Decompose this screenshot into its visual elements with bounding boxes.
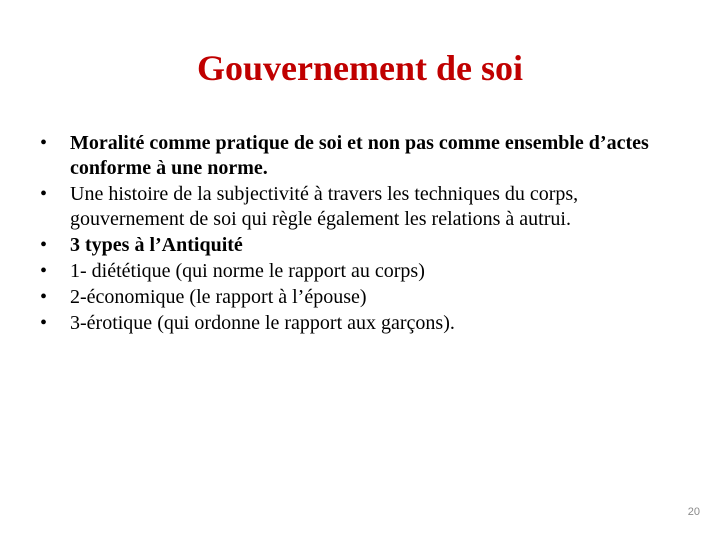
bullet-icon: •: [40, 312, 48, 334]
bullet-text: 1- diététique (qui norme le rapport au corps): [70, 260, 425, 282]
bullet-icon: •: [40, 286, 48, 308]
bullet-item: [40, 311, 690, 336]
page-number: 20: [687, 506, 700, 518]
bullet-text: Une histoire de la subjectivité à travers les techniques du corps, gouvernement de soi qui règle également les relations à autrui.: [70, 183, 579, 230]
bullet-list: [40, 131, 690, 337]
bullet-icon: •: [40, 234, 48, 256]
bullet-item: [40, 131, 690, 181]
bullet-text: Moralité comme pratique de soi et non pas comme ensemble d’actes conforme à une norme.: [70, 132, 649, 179]
bullet-text: 2-économique (le rapport à l’épouse): [70, 286, 367, 308]
bullet-item: [40, 259, 690, 284]
bullet-text: 3 types à l’Antiquité: [70, 234, 243, 256]
slide-title: Gouvernement de soi: [197, 48, 523, 88]
bullet-item: [40, 182, 690, 232]
bullet-item: [40, 285, 690, 310]
bullet-icon: •: [40, 260, 48, 282]
bullet-text: 3-érotique (qui ordonne le rapport aux garçons).: [70, 312, 455, 334]
bullet-icon: •: [40, 132, 48, 154]
bullet-item: [40, 233, 690, 258]
bullet-icon: •: [40, 183, 48, 205]
